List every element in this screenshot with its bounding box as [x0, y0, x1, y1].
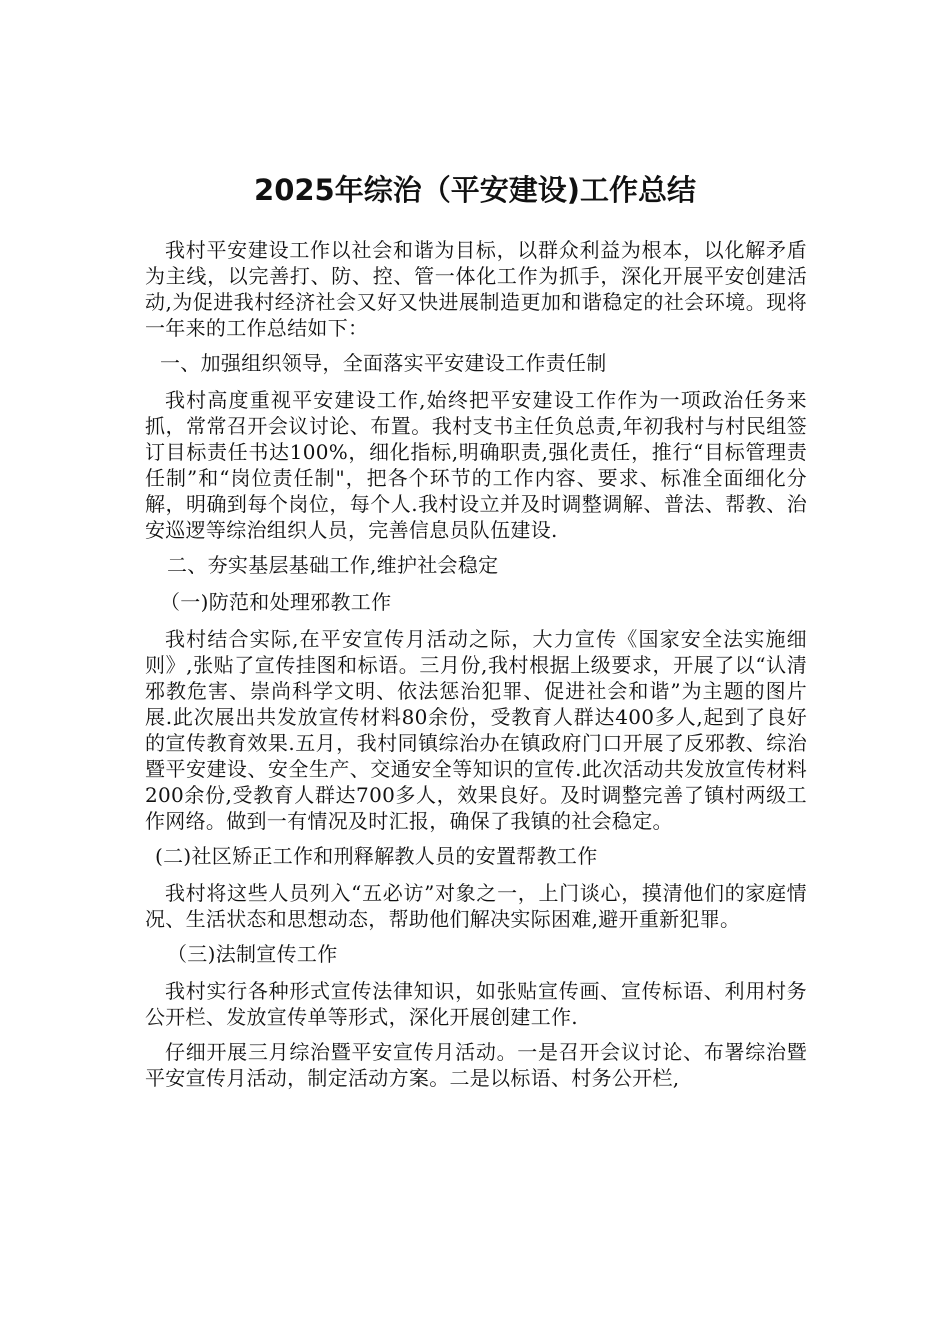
document-body [145, 237, 807, 1100]
section-heading-1: 一、加强组织领导，全面落实平安建设工作责任制 [160, 351, 607, 375]
paragraph-community-correction: 我村将这些人员列入“五必访”对象之一，上门谈心，摸清他们的家庭情况、生活状态和思想动态，帮助他们解决实际困难,避开重新犯罪。 [145, 881, 807, 931]
subsection-heading-3: （三)法制宣传工作 [167, 942, 338, 966]
subsection-heading-2: (二)社区矫正工作和刑释解教人员的安置帮教工作 [155, 844, 598, 868]
section-heading-2: 二、夯实基层基础工作,维护社会稳定 [167, 553, 499, 577]
paragraph-march-campaign: 仔细开展三月综治暨平安宣传月活动。一是召开会议讨论、布署综治暨平安宣传月活动，制定活动方案。二是以标语、村务公开栏, [145, 1040, 807, 1090]
paragraph-intro: 我村平安建设工作以社会和谐为目标，以群众利益为根本，以化解矛盾为主线，以完善打、防、控、管一体化工作为抓手，深化开展平安创建活动,为促进我村经济社会又好又快进展制造更加和谐稳定的社会环境。现将一年来的工作总结如下： [145, 238, 807, 340]
document-title: 2025年综治（平安建设)工作总结 [254, 173, 696, 207]
subsection-heading-1: （一)防范和处理邪教工作 [160, 590, 392, 614]
paragraph-legal-publicity: 我村实行各种形式宣传法律知识，如张贴宣传画、宣传标语、利用村务公开栏、发放宣传单等形式，深化开展创建工作. [145, 979, 807, 1029]
paragraph-anti-cult: 我村结合实际,在平安宣传月活动之际，大力宣传《国家安全法实施细则》,张贴了宣传挂图和标语。三月份,我村根据上级要求，开展了以“认清邪教危害、崇尚科学文明、依法惩治犯罪、促进社会和谐”为主题的图片展.此次展出共发放宣传材料80余份，受教育人群达400多人,起到了良好的宣传教育效果.五月，我村同镇综治办在镇政府门口开展了反邪教、综治暨平安建设、安全生产、交通安全等知识的宣传.此次活动共发放宣传材料200余份,受教育人群达700多人，效果良好。及时调整完善了镇村两级工作网络。做到一有情况及时汇报，确保了我镇的社会稳定。 [145, 627, 807, 833]
paragraph-organization: 我村高度重视平安建设工作,始终把平安建设工作作为一项政治任务来抓，常常召开会议讨论、布置。我村支书主任负总责,年初我村与村民组签订目标责任书达100%，细化指标,明确职责,强化责任，推行“目标管理责任制”和“岗位责任制"，把各个环节的工作内容、要求、标准全面细化分解，明确到每个岗位，每个人.我村设立并及时调整调解、普法、帮教、治安巡逻等综治组织人员，完善信息员队伍建设. [145, 388, 807, 542]
